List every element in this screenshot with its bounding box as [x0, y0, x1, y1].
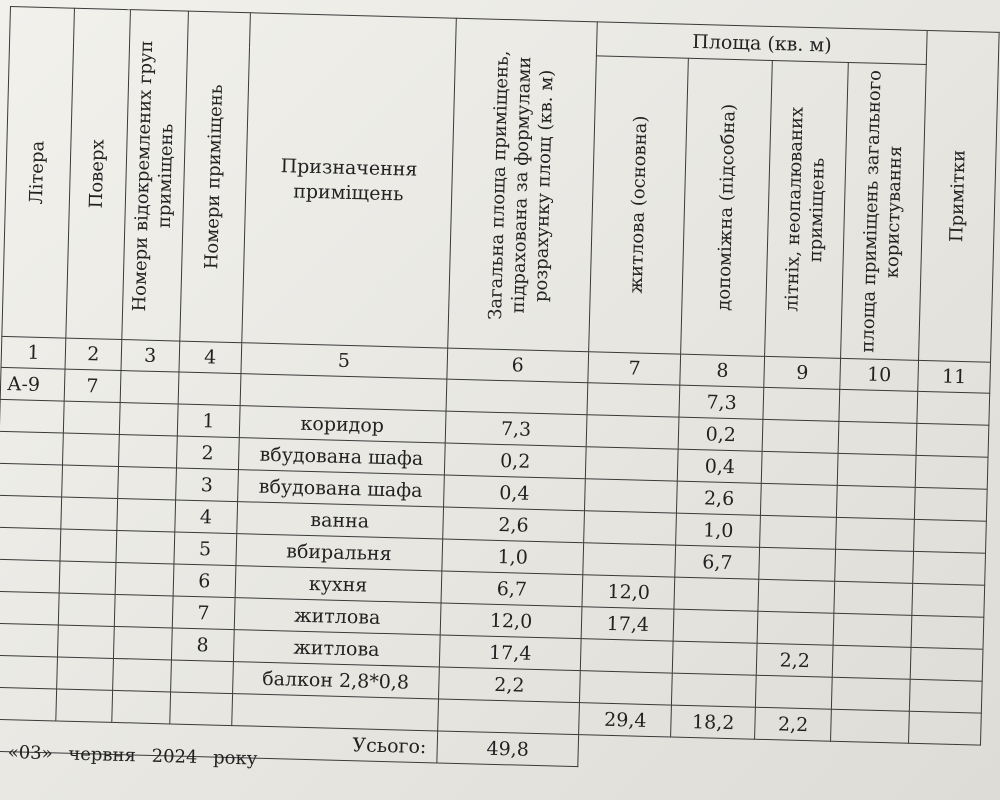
header-auxiliary-text: допоміжна (підсобна) — [712, 103, 740, 311]
header-room-numbers-text: Номери приміщень — [201, 84, 228, 270]
cell-group — [115, 562, 174, 596]
cell-summer-area — [757, 611, 834, 645]
cell-common-area — [831, 677, 910, 711]
cell-living-area — [584, 511, 677, 545]
cell-room-number: 8 — [171, 628, 234, 662]
column-number: 11 — [918, 360, 991, 393]
cell-common-area — [832, 645, 911, 679]
cell-living-area — [587, 383, 680, 417]
date-month: червня — [68, 743, 137, 767]
cell-purpose: балкон 2,8*0,8 — [232, 662, 439, 699]
cell-total-area — [437, 699, 580, 735]
cell-living-area — [586, 447, 679, 481]
header-group-numbers — [122, 10, 189, 341]
header-floor-text: Поверх — [85, 139, 109, 209]
cell-room-number: 1 — [177, 404, 240, 438]
cell-notes — [915, 455, 988, 489]
cell-notes — [912, 583, 985, 617]
total-label: Усього: — [0, 719, 437, 763]
cell-purpose: житлова — [234, 598, 441, 635]
cell-total-area: 7,3 — [445, 411, 588, 447]
cell-litera — [0, 559, 60, 593]
cell-floor — [62, 465, 119, 498]
cell-floor — [57, 657, 114, 690]
cell-notes — [911, 615, 984, 649]
header-room-numbers — [180, 11, 251, 343]
header-area-group: Площа (кв. м) — [597, 22, 927, 65]
cell-litera — [0, 687, 57, 721]
cell-room-number: 3 — [175, 468, 238, 502]
cell-living-area — [581, 639, 674, 673]
cell-group — [120, 371, 179, 405]
cell-purpose: коридор — [239, 406, 446, 443]
cell-living-area: 17,4 — [582, 607, 675, 641]
cell-total-area: 0,2 — [444, 443, 587, 479]
header-litera — [2, 7, 75, 339]
column-number: 8 — [680, 354, 765, 387]
cell-auxiliary-area: 0,4 — [678, 449, 763, 483]
column-number: 5 — [241, 343, 448, 379]
cell-notes — [909, 679, 982, 713]
table-body — [0, 367, 990, 745]
cell-room-number — [170, 692, 233, 726]
cell-group — [114, 594, 173, 628]
header-common-text: площа приміщень загального користування — [857, 69, 907, 353]
cell-total-area — [446, 379, 589, 415]
cell-living-area — [583, 543, 676, 577]
cell-purpose: ванна — [237, 502, 444, 539]
cell-summer-area: 2,2 — [755, 707, 832, 741]
cell-auxiliary-area — [673, 641, 758, 675]
date-day: «03» — [7, 742, 53, 765]
cell-summer-area — [760, 515, 837, 549]
cell-room-number: 7 — [172, 596, 235, 630]
cell-room-number: 5 — [174, 532, 237, 566]
cell-auxiliary-area: 6,7 — [675, 545, 760, 579]
cell-common-area — [836, 517, 915, 551]
header-total-area-text: Загальна площа приміщень, підрахована за формулами розрахунку площ (кв. м) — [485, 49, 558, 320]
cell-total-area: 1,0 — [441, 539, 584, 575]
cell-living-area: 12,0 — [582, 575, 675, 609]
cell-common-area — [834, 581, 913, 615]
cell-litera — [0, 399, 64, 433]
cell-summer-area: 2,2 — [756, 643, 833, 677]
header-living — [589, 56, 689, 354]
cell-auxiliary-area: 1,0 — [676, 513, 761, 547]
cell-litera — [0, 495, 62, 529]
cell-notes — [917, 391, 990, 425]
cell-summer-area — [761, 451, 838, 485]
cell-purpose: вбудована шафа — [238, 438, 445, 475]
cell-purpose: житлова — [233, 630, 440, 667]
cell-summer-area — [761, 483, 838, 517]
cell-floor: 7 — [64, 369, 121, 402]
header-notes — [919, 31, 1000, 363]
column-number: 4 — [179, 341, 242, 374]
cell-auxiliary-area: 7,3 — [679, 385, 764, 419]
cell-floor — [56, 689, 113, 722]
cell-summer-area — [763, 387, 840, 421]
column-number: 3 — [121, 340, 180, 373]
cell-auxiliary-area: 2,6 — [677, 481, 762, 515]
cell-living-area — [587, 415, 680, 449]
cell-group — [112, 658, 171, 692]
cell-living-area — [585, 479, 678, 513]
cell-common-area — [831, 709, 910, 743]
cell-floor — [57, 625, 114, 658]
cell-purpose: вбиральня — [236, 534, 443, 571]
cell-room-number: 2 — [176, 436, 239, 470]
cell-total-area: 2,2 — [438, 667, 581, 703]
cell-auxiliary-area: 0,2 — [678, 417, 763, 451]
cell-group — [118, 466, 177, 500]
total-area-value: 49,8 — [436, 731, 579, 767]
cell-floor — [61, 497, 118, 530]
header-common — [841, 62, 927, 360]
column-number: 6 — [446, 348, 589, 383]
cell-group — [112, 690, 171, 724]
cell-living-area — [580, 671, 673, 705]
cell-notes — [913, 551, 986, 585]
column-number: 10 — [840, 358, 919, 391]
cell-total-area: 17,4 — [439, 635, 582, 671]
area-table-sheet — [0, 6, 1000, 778]
cell-litera — [0, 655, 57, 689]
header-auxiliary — [681, 58, 773, 356]
cell-summer-area — [762, 419, 839, 453]
column-number: 7 — [588, 352, 681, 385]
cell-notes — [909, 711, 982, 745]
cell-notes — [910, 647, 983, 681]
header-notes-text: Примітки — [946, 150, 970, 243]
header-total-area — [447, 18, 597, 352]
cell-total-area: 6,7 — [441, 571, 584, 607]
cell-room-number: 6 — [173, 564, 236, 598]
cell-common-area — [837, 485, 916, 519]
cell-total-area: 12,0 — [440, 603, 583, 639]
cell-purpose: кухня — [235, 566, 442, 603]
cell-floor — [63, 401, 120, 434]
cell-litera — [0, 591, 59, 625]
header-row-top — [10, 7, 1000, 67]
date-suffix: року — [212, 747, 258, 770]
column-number: 1 — [1, 336, 66, 369]
cell-floor — [60, 529, 117, 562]
room-area-table — [0, 6, 1000, 778]
cell-common-area — [833, 613, 912, 647]
cell-notes — [914, 519, 987, 553]
cell-auxiliary-area — [673, 609, 758, 643]
column-number: 9 — [764, 356, 841, 389]
cell-notes — [914, 487, 987, 521]
cell-summer-area — [759, 547, 836, 581]
cell-purpose — [240, 374, 447, 411]
cell-room-number — [170, 660, 233, 694]
cell-litera — [0, 463, 62, 497]
header-living-text: житлова (основна) — [625, 115, 651, 295]
header-group-numbers-text: Номери відокремлених груп приміщень — [128, 39, 178, 311]
cell-group — [118, 435, 177, 469]
cell-total-area: 0,4 — [443, 475, 586, 511]
cell-litera — [0, 527, 61, 561]
cell-total-area: 2,6 — [442, 507, 585, 543]
cell-auxiliary-area — [674, 577, 759, 611]
cell-litera: А-9 — [0, 367, 65, 401]
cell-group — [116, 530, 175, 564]
cell-purpose — [231, 694, 438, 731]
cell-group — [117, 498, 176, 532]
header-purpose: Призначення приміщень — [242, 13, 456, 348]
cell-common-area — [839, 389, 918, 423]
cell-room-number — [178, 372, 241, 406]
cell-auxiliary-area — [672, 673, 757, 707]
header-litera-text: Літера — [26, 140, 49, 205]
header-floor — [66, 8, 131, 339]
cell-litera — [0, 623, 58, 657]
column-number: 2 — [65, 338, 122, 370]
cell-summer-area — [758, 579, 835, 613]
date-year: 2024 — [151, 745, 198, 768]
cell-purpose: вбудована шафа — [237, 470, 444, 507]
cell-floor — [62, 433, 119, 466]
cell-room-number: 4 — [175, 500, 238, 534]
cell-floor — [59, 561, 116, 594]
cell-litera — [0, 431, 63, 465]
header-summer-text: літніх, неопалюваних приміщень — [781, 106, 829, 312]
cell-summer-area — [756, 675, 833, 709]
cell-common-area — [835, 549, 914, 583]
cell-floor — [58, 593, 115, 626]
cell-common-area — [838, 421, 917, 455]
cell-notes — [916, 423, 989, 457]
cell-group — [119, 403, 178, 437]
header-summer — [765, 60, 849, 358]
cell-common-area — [837, 453, 916, 487]
cell-group — [113, 626, 172, 660]
cell-living-area: 29,4 — [579, 703, 672, 737]
cell-auxiliary-area: 18,2 — [671, 705, 756, 739]
